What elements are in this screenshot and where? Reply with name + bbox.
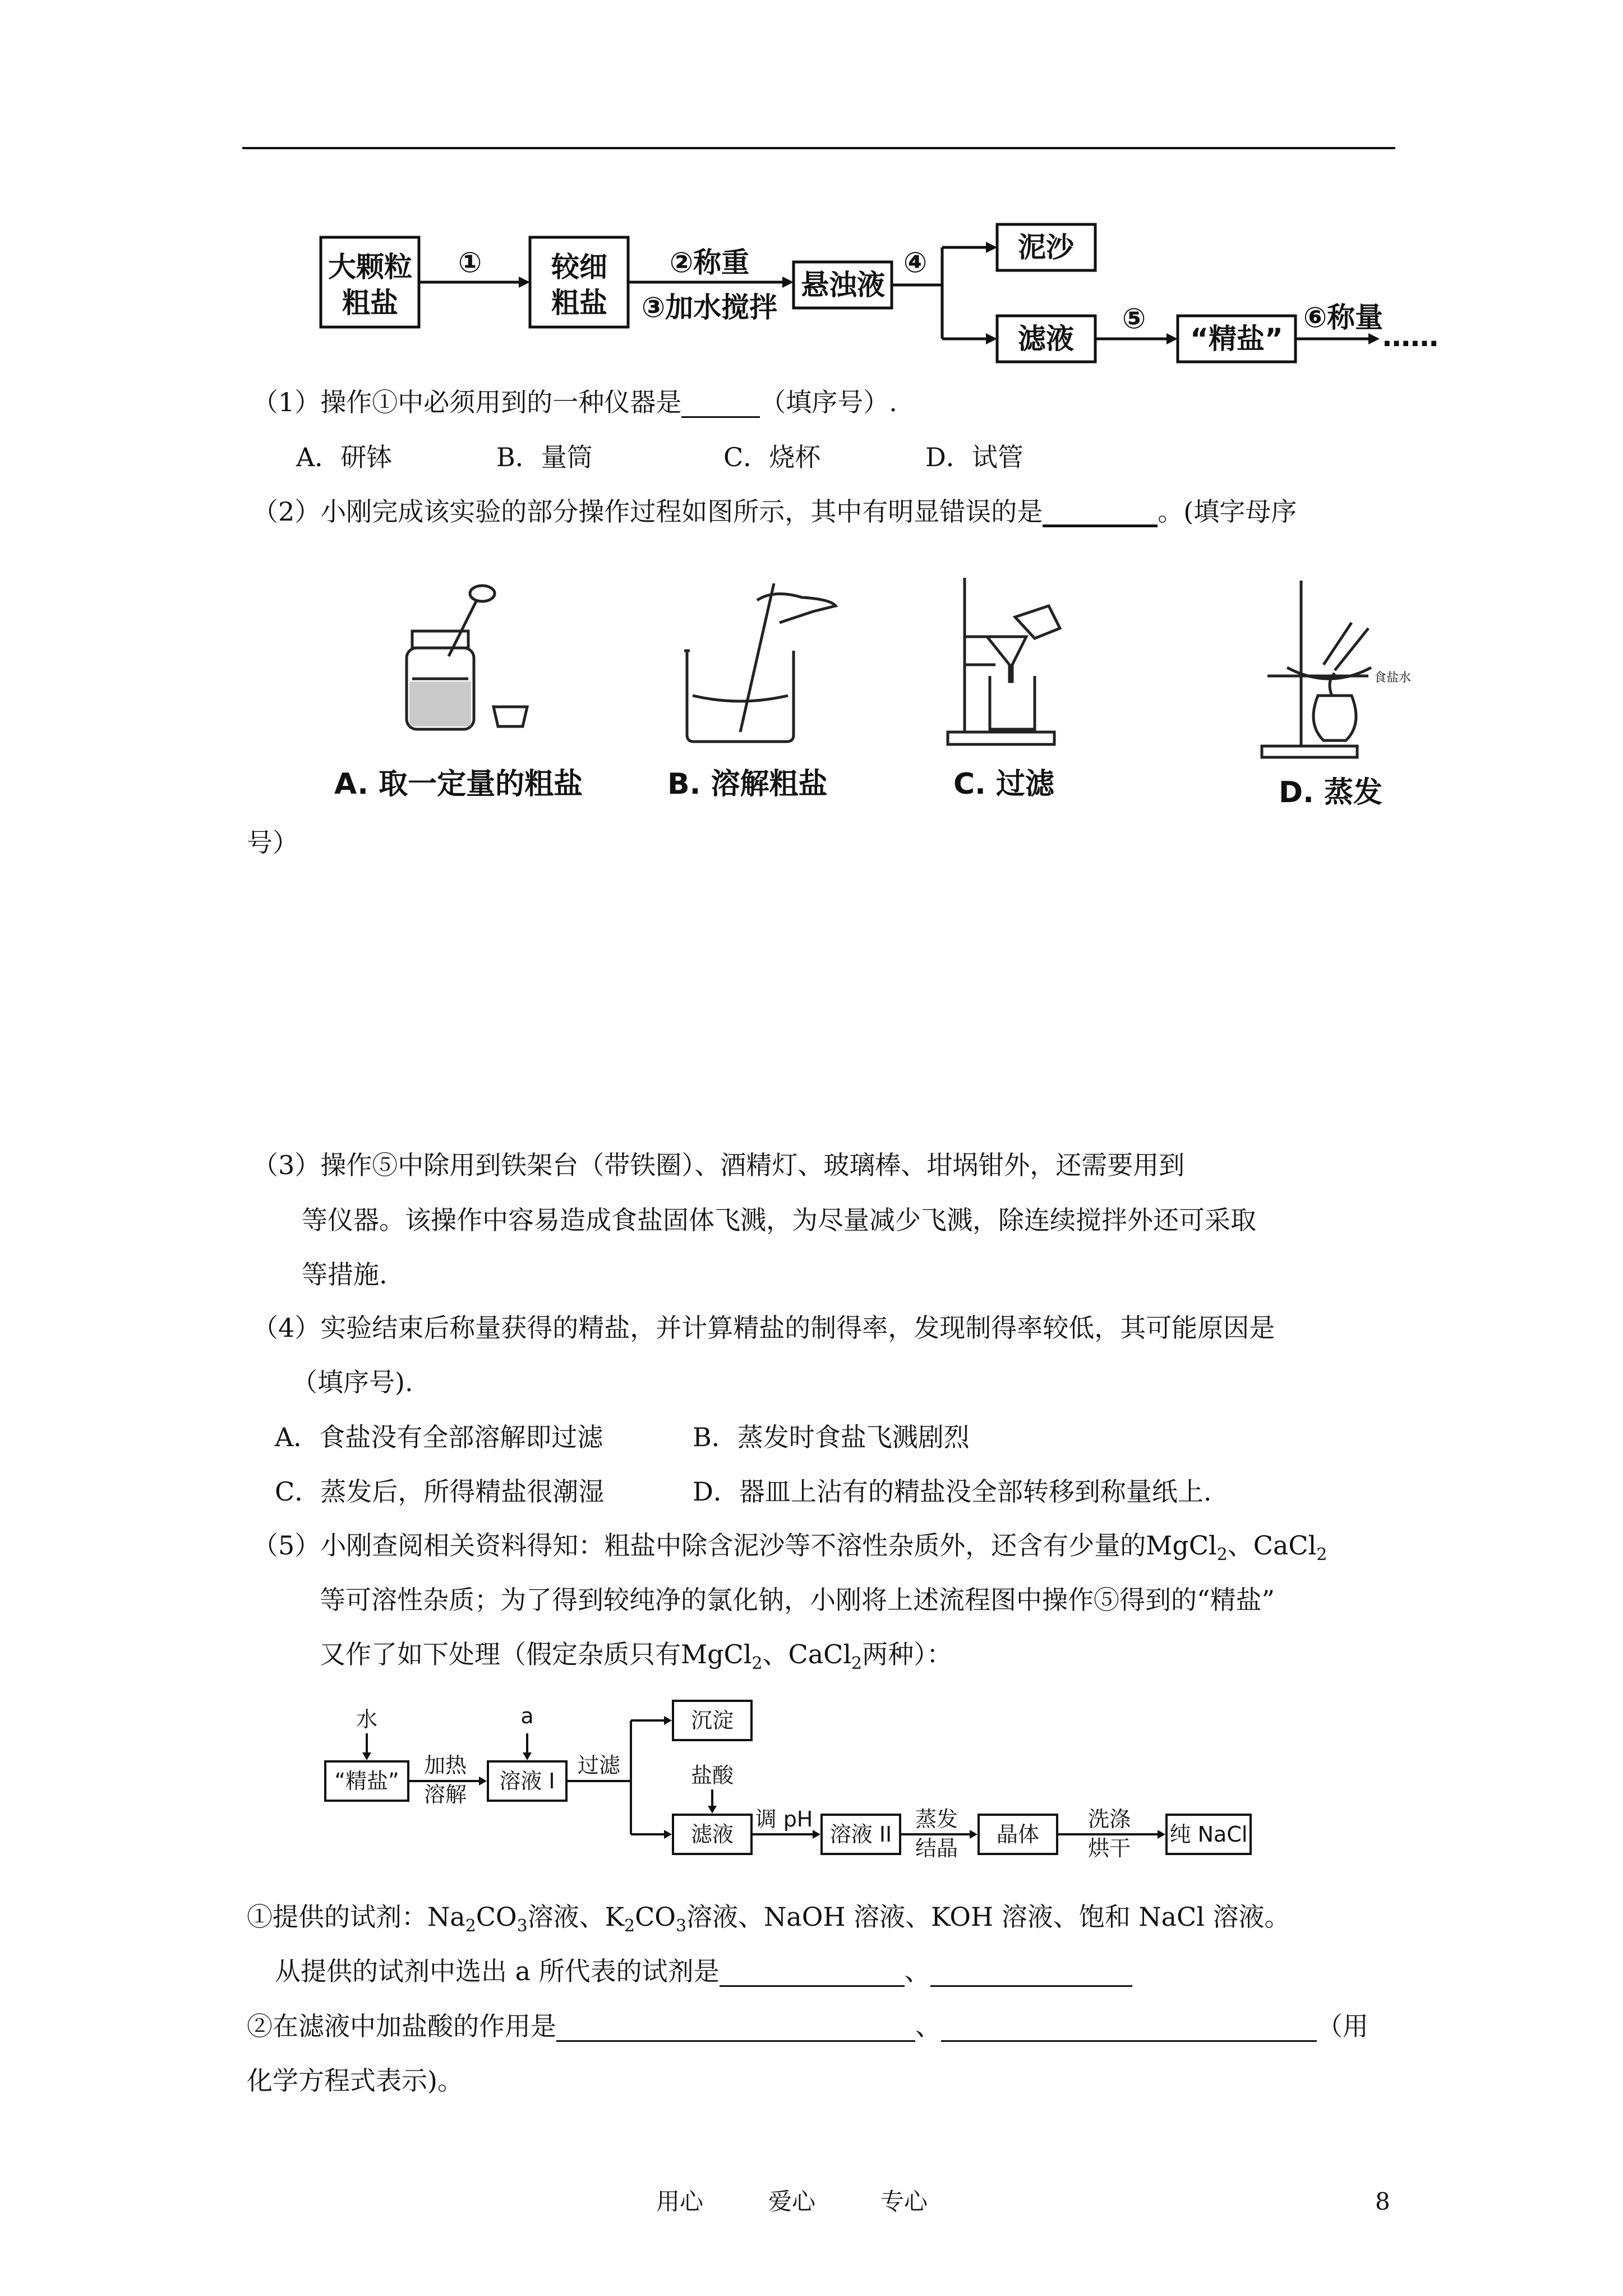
q1-suffix: （填序号）.: [760, 387, 897, 417]
q5-cacl2-sub: 2: [1316, 1545, 1327, 1565]
footer-motto-1: 用心: [656, 2188, 704, 2215]
flow2-op-dry: 烘干: [1087, 1836, 1131, 1861]
sub1-line-1: [247, 1902, 1290, 1936]
flow2-op-heat: 加热: [423, 1753, 467, 1778]
q4-line-1: （4）实验结束后称量获得的精盐，并计算精盐的制得率，发现制得率较低，其可能原因是: [252, 1313, 1275, 1343]
q5-line-3-text: 又作了如下处理（假定杂质只有: [320, 1639, 681, 1669]
sub1-lead: ①提供的试剂：: [247, 1902, 427, 1932]
q3-line-2: 等仪器。该操作中容易造成食盐固体飞溅，为尽量减少飞溅，除连续搅拌外还可采取: [302, 1205, 1256, 1235]
figure-d-evaporation: [1262, 581, 1371, 757]
page-number: 8: [1375, 2188, 1390, 2215]
sub2-tail: （用: [1317, 2011, 1368, 2041]
flow2-solution-1-label: 溶液 I: [499, 1769, 555, 1793]
flow2-reagent-a: a: [520, 1704, 534, 1728]
flow-box-fine-salt-l2: 粗盐: [551, 287, 607, 319]
q5-cacl2: 、CaCl: [1227, 1530, 1317, 1561]
sub1-sep: 、: [904, 1956, 930, 1986]
sub2-answer-blank-2[interactable]: [941, 2016, 1317, 2042]
q2-line: [252, 496, 1297, 527]
sub1-question: 从提供的试剂中选出 a 所代表的试剂是: [275, 1956, 720, 1986]
q2-text: （2）小刚完成该实验的部分操作过程如图所示，其中有明显错误的是: [252, 496, 1043, 527]
flow2-water: 水: [356, 1707, 378, 1732]
q4-option-c: C．蒸发后，所得精盐很潮湿: [275, 1476, 605, 1507]
q2-suffix: 。(填字母序: [1158, 496, 1297, 527]
q1-option-b: B．量筒: [496, 442, 593, 472]
flow2-refined-salt-label: “精盐”: [334, 1769, 399, 1793]
sub1-co2-sub: 3: [676, 1916, 687, 1936]
q5-l3-mgcl2-sub: 2: [751, 1654, 763, 1674]
flow2-crystal-label: 晶体: [996, 1822, 1040, 1847]
q4-option-a: A．食盐没有全部溶解即过滤: [275, 1422, 603, 1452]
figure-b-beaker: [684, 583, 836, 742]
q4-line-2: （填序号).: [292, 1367, 413, 1397]
sub1-na: Na: [427, 1902, 465, 1932]
sub1-k-sub: 2: [624, 1916, 635, 1936]
q5-mgcl2-sub: 2: [1216, 1545, 1228, 1565]
flow2-op-ph: 调 pH: [755, 1807, 813, 1832]
header-rule: [242, 147, 1395, 149]
flow-step-2: ②称重: [669, 246, 750, 279]
q5-l3-cacl2: 、CaCl: [762, 1639, 852, 1669]
flow-box-fine-salt-l1: 较细: [551, 251, 607, 283]
sub2-line-2: 化学方程式表示)。: [247, 2065, 463, 2096]
q5-line-3-tail: 两种）：: [862, 1639, 953, 1669]
flow-step-6: ⑥称量: [1303, 301, 1384, 334]
flow-step-5: ⑤: [1122, 302, 1146, 335]
flow-box-sand-label: 泥沙: [1018, 231, 1074, 264]
q5-line-1: [252, 1530, 1327, 1565]
q1-answer-blank[interactable]: [681, 392, 760, 418]
flow2-op-filter: 过滤: [577, 1753, 621, 1778]
q2-continuation: 号）: [247, 827, 298, 858]
flowchart-1: [314, 216, 1441, 379]
sub1-answer-blank-2[interactable]: [930, 1961, 1132, 1987]
figure-label-d: D. 蒸发: [1279, 776, 1383, 809]
sub1-na-sub: 2: [465, 1916, 476, 1936]
q2-answer-blank[interactable]: [1043, 500, 1158, 527]
flow-step-3: ③加水搅拌: [641, 291, 778, 324]
sub1-co: CO: [476, 1902, 517, 1932]
flow-box-coarse-salt-l2: 粗盐: [342, 287, 398, 319]
flow-step-4: ④: [903, 246, 928, 279]
q1-option-c: C．烧杯: [723, 442, 821, 472]
sub2-line-1: [247, 2011, 1368, 2042]
q5-l3-cacl2-sub: 2: [851, 1654, 863, 1674]
flow-dots: ……: [1382, 320, 1438, 353]
sub1-co-sub: 3: [517, 1916, 528, 1936]
flow2-op-wash: 洗涤: [1087, 1807, 1131, 1832]
q1-option-a: A．研钵: [296, 442, 393, 472]
flow2-precipitate-label: 沉淀: [690, 1708, 734, 1733]
footer-motto-2: 爱心: [768, 2188, 816, 2215]
q1-line: [252, 387, 897, 418]
figure-label-a: A. 取一定量的粗盐: [334, 767, 583, 801]
flow-box-filtrate-label: 滤液: [1018, 323, 1074, 355]
sub1-line-2: [275, 1956, 1132, 1987]
flow-box-refined-salt-label: “精盐”: [1190, 323, 1283, 355]
flow-box-suspension-label: 悬浊液: [801, 269, 885, 301]
sub2-answer-blank-1[interactable]: [556, 2016, 915, 2042]
lab-figures: [314, 567, 1441, 825]
q4-option-d: D．器皿上沾有的精盐没全部转移到称量纸上.: [693, 1476, 1212, 1507]
sub2-question: ②在滤液中加盐酸的作用是: [247, 2011, 556, 2041]
flow-box-coarse-salt-l1: 大颗粒: [328, 251, 412, 283]
flow2-op-crystallize: 结晶: [915, 1836, 958, 1861]
sub2-sep: 、: [915, 2011, 941, 2041]
flow2-op-evaporate: 蒸发: [915, 1807, 958, 1832]
flow-step-1: ①: [458, 246, 482, 279]
sub1-co2: CO: [635, 1902, 676, 1932]
footer-motto-3: 专心: [880, 2188, 928, 2215]
flow2-filtrate-label: 滤液: [690, 1822, 734, 1847]
q4-option-b: B．蒸发时食盐飞溅剧烈: [693, 1422, 970, 1452]
q5-line-1-text: （5）小刚查阅相关资料得知：粗盐中除含泥沙等不溶性杂质外，还含有少量的: [252, 1530, 1146, 1561]
figure-c-filtration: [948, 578, 1060, 744]
sub1-tail: 溶液、NaOH 溶液、KOH 溶液、饱和 NaCl 溶液。: [686, 1902, 1290, 1932]
q3-line-1: （3）操作⑤中除用到铁架台（带铁圈）、酒精灯、玻璃棒、坩埚钳外，还需要用到: [252, 1150, 1185, 1180]
flow2-hcl: 盐酸: [690, 1763, 734, 1788]
q5-l3-mgcl2: MgCl: [681, 1639, 752, 1669]
q3-line-3: 等措施.: [302, 1259, 388, 1290]
figure-label-c: C. 过滤: [953, 767, 1055, 801]
flowchart-2: [314, 1694, 1279, 1874]
flow2-op-dissolve: 溶解: [423, 1782, 467, 1807]
flow2-solution-2-label: 溶液 II: [829, 1822, 892, 1847]
sub1-answer-blank-1[interactable]: [720, 1961, 905, 1987]
sub1-k: 溶液、K: [527, 1902, 625, 1932]
figure-label-b: B. 溶解粗盐: [667, 767, 828, 801]
q5-line-2: 等可溶性杂质；为了得到较纯净的氯化钠，小刚将上述流程图中操作⑤得到的“精盐”: [320, 1585, 1275, 1615]
q1-option-d: D．试管: [925, 442, 1023, 472]
q5-line-3: [320, 1639, 952, 1674]
q1-text: （1）操作①中必须用到的一种仪器是: [252, 387, 682, 417]
flow2-pure-nacl-label: 纯 NaCl: [1169, 1822, 1248, 1847]
figure-d-tag: 食盐水: [1374, 671, 1412, 685]
q5-mgcl2: MgCl: [1146, 1530, 1217, 1561]
